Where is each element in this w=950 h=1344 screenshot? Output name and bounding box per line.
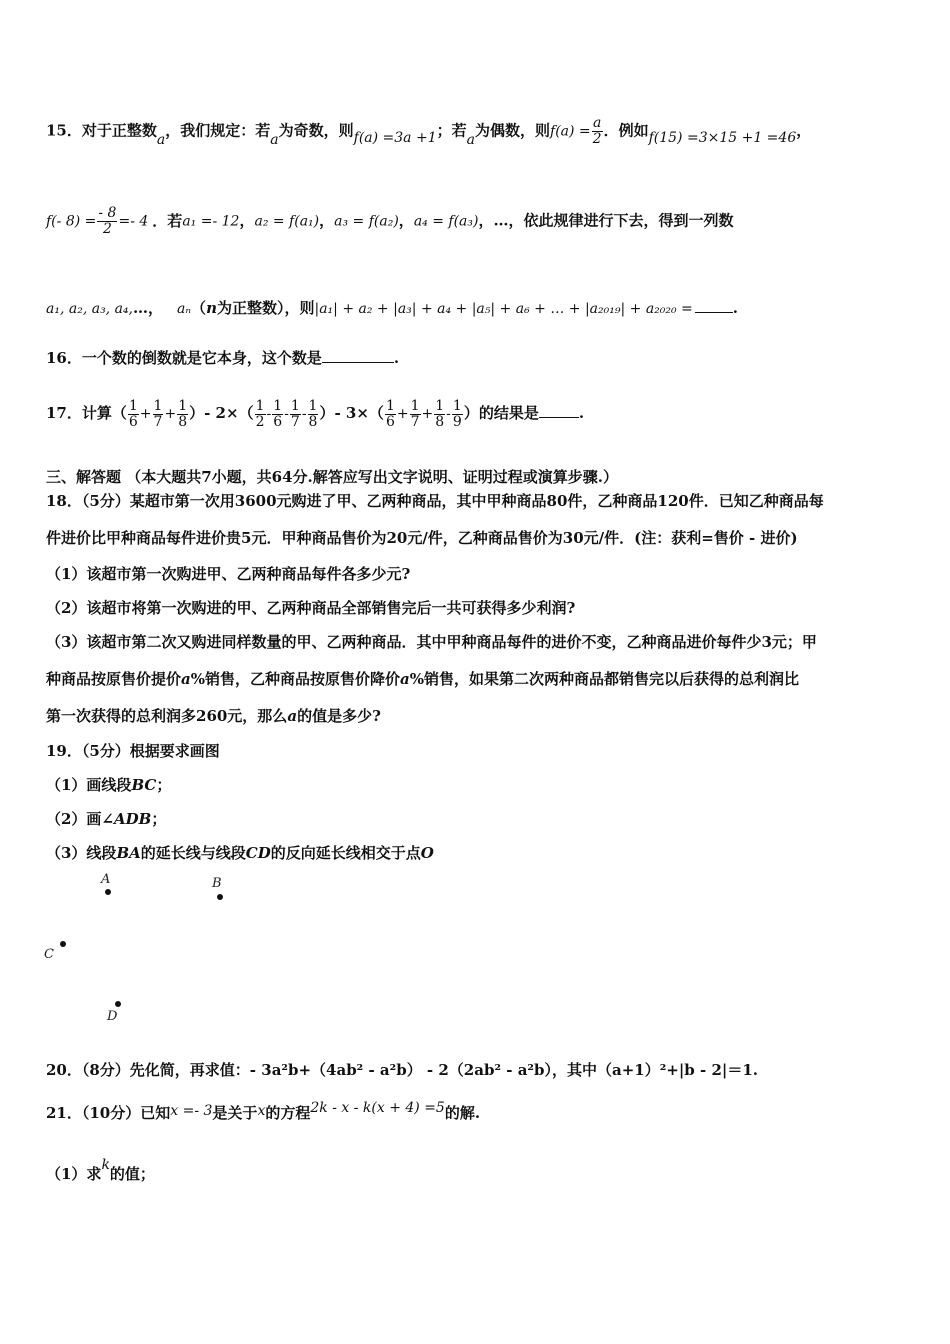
q18-part3a: （3）该超市第二次又购进同样数量的甲、乙两种商品．其中甲种商品每件的进价不变，乙种商品进价每件少3元；甲	[46, 633, 817, 651]
q19-part2: （2）画∠ADB；	[46, 810, 167, 828]
point-c-label: C	[44, 947, 54, 962]
point-d-label: D	[107, 1009, 118, 1024]
answer-blank[interactable]	[695, 298, 733, 313]
formula-even: f(a) =	[550, 123, 591, 140]
formula-odd: f(a) =3a +1	[353, 129, 437, 146]
q18-part3b: 种商品按原售价提价a%销售，乙种商品按原售价降价a%销售，如果第二次两种商品都销售完以后获得的总利润比	[46, 670, 800, 688]
q18-part3c: 第一次获得的总利润多260元，那么a的值是多少?	[46, 707, 381, 725]
point-a	[105, 889, 111, 895]
q19-part3: （3）线段BA的延长线与线段CD的反向延长线相交于点O	[46, 844, 434, 862]
q20: 20．（8分）先化简，再求值：- 3a²b+（4ab² - a²b） - 2（2ab² - a²b），其中（a+1）²+|b - 2|＝1.	[46, 1061, 759, 1079]
point-c	[60, 941, 66, 947]
answer-blank[interactable]	[539, 403, 579, 418]
point-b-label: B	[212, 876, 222, 891]
point-d	[115, 1001, 121, 1007]
q18-line2: 件进价比甲种商品每件进价贵5元．甲种商品售价为20元/件，乙种商品售价为30元/件．(注：获利=售价 - 进价)	[46, 529, 798, 547]
answer-blank[interactable]	[322, 348, 394, 363]
sum-expression: |a₁| + a₂ + |a₃| + a₄ + |a₅| + a₆ + … + |a₂₀₁₉| + a₂₀₂₀ =	[314, 301, 693, 317]
q15-number: 15．	[46, 121, 82, 140]
point-a-label: A	[101, 872, 111, 887]
q18-part2: （2）该超市将第一次购进的甲、乙两种商品全部销售完后一共可获得多少利润?	[46, 599, 576, 617]
q16: 16．一个数的倒数就是它本身，这个数是 .	[46, 349, 400, 367]
q18-line1: 18．（5分）某超市第一次用3600元购进了甲、乙两种商品，其中甲种商品80件，乙种商品120件．已知乙种商品每	[46, 492, 824, 510]
point-b	[217, 894, 223, 900]
q15-line1: 15．对于正整数a，我们规定：若a为奇数，则f(a) =3a +1；若a为偶数，则f(a) = $\frac{a}{2}$ ．例如f(15) =3×15 +1 =46，	[46, 115, 812, 148]
q15-line3: a₁, a₂, a₃, a₄,…， aₙ（n为正整数），则|a₁| + a₂ + |a₃| + a₄ + |a₅| + a₆ + … + |a₂₀₁₉| + a₂₀₂₀ = .	[46, 299, 739, 317]
equation: 2k - x - k(x + 4) =5	[310, 1100, 445, 1116]
example-15: f(15) =3×15 +1 =46	[648, 129, 797, 146]
q19-title: 19．（5分）根据要求画图	[46, 742, 220, 760]
q17: 17．计算（ $\frac{1}{6}$ + $\frac{1}{7}$ + $\frac{1}{8}$ ）- 2×（ $\frac{1}{2}$ - $\frac{1}{6}$ - $\frac{1}{7}$ - $\frac{1}{8}$ ）- 3×（ $\frac{1}{6}$ + $\frac{1}{7}$ + $\frac{1}{8}$ - $\frac{1}{9}$ ）的结果是 .	[46, 397, 585, 430]
q15-line2: f(- 8) = $\frac{- 8}{2}$ =- 4 ．若a₁ =- 12，a₂ = f(a₁)，a₃ = f(a₂)，a₄ = f(a₃)，…，依此规律进行下去，得到一列数	[46, 205, 734, 237]
q18-part1: （1）该超市第一次购进甲、乙两种商品每件各多少元?	[46, 565, 411, 583]
q19-part1: （1）画线段BC；	[46, 776, 172, 794]
section-heading: 三、解答题 （本大题共7小题，共64分.解答应写出文字说明、证明过程或演算步骤.）	[46, 468, 618, 486]
q21-part1: （1）求k的值；	[46, 1157, 155, 1183]
q21: 21．（10分）已知x =- 3是关于x的方程2k - x - k(x + 4) =5的解.	[46, 1100, 481, 1122]
example-neg8: f(- 8) =	[46, 213, 97, 230]
